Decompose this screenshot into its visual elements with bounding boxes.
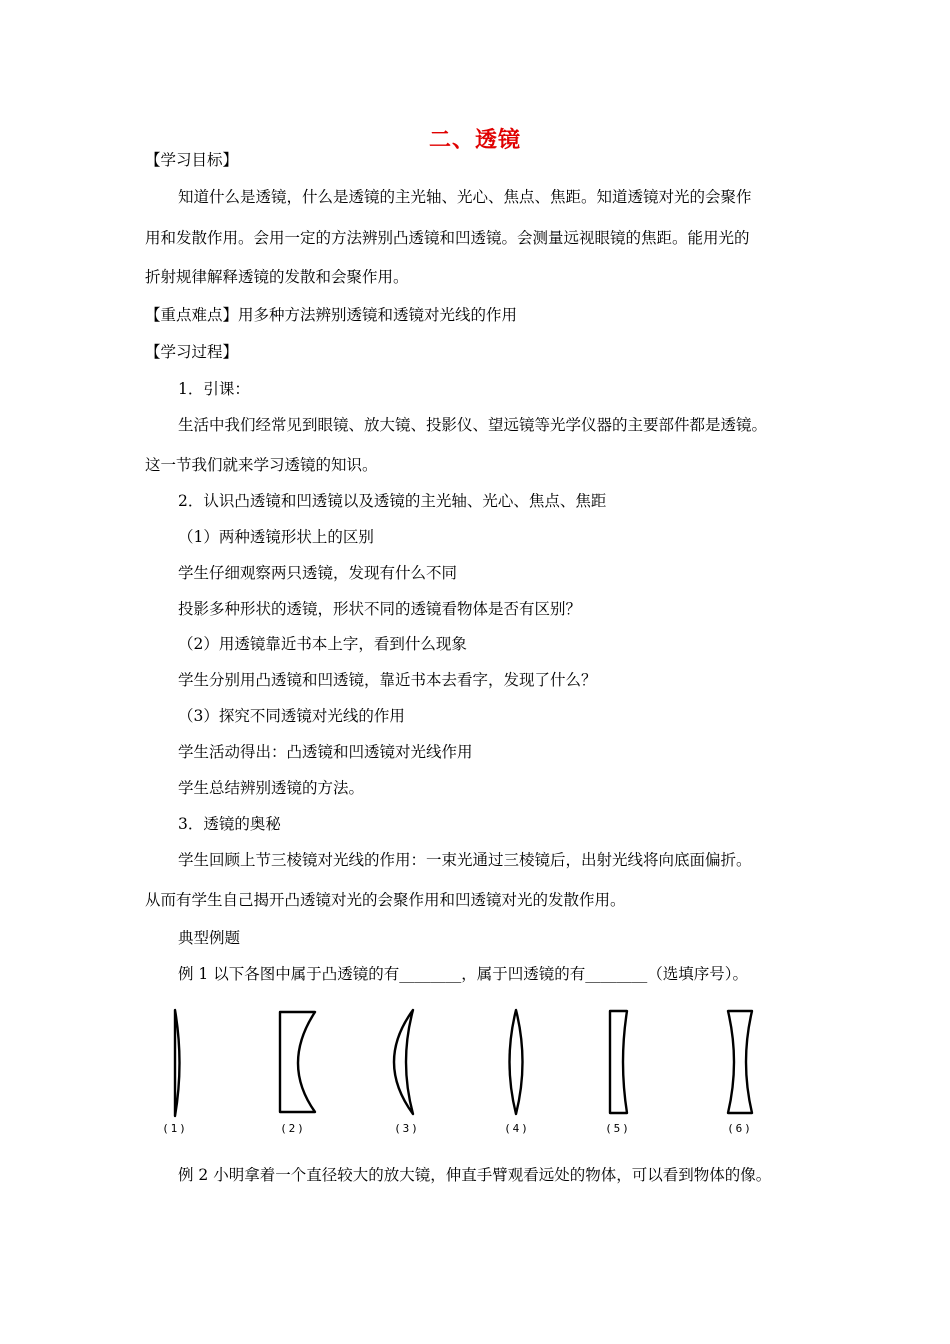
step1-line-1: 生活中我们经常见到眼镜、放大镜、投影仪、望远镜等光学仪器的主要部件都是透镜。: [178, 416, 768, 434]
objective-line-1: 知道什么是透镜，什么是透镜的主光轴、光心、焦点、焦距。知道透镜对光的会聚作: [178, 188, 752, 206]
process-heading: 【学习过程】: [145, 343, 239, 361]
step3-line-2: 从而有学生自己揭开凸透镜对光的会聚作用和凹透镜对光的发散作用。: [145, 891, 626, 909]
step2-item-1: （1）两种透镜形状上的区别: [178, 528, 374, 546]
lens-figure-row: [145, 1008, 785, 1143]
example-2: 例 2 小明拿着一个直径较大的放大镜，伸直手臂观看远处的物体，可以看到物体的像。: [178, 1166, 772, 1184]
lens-2-figure: [263, 1008, 323, 1143]
step3-title: 3．透镜的奥秘: [178, 815, 281, 833]
lens-1-label: (1): [162, 1122, 188, 1135]
lens-1-figure: [145, 1008, 205, 1143]
lens-5-label: (5): [605, 1122, 631, 1135]
step2-item-2: 学生仔细观察两只透镜，发现有什么不同: [178, 564, 458, 582]
lens-3-label: (3): [394, 1122, 420, 1135]
lens-5-figure: [588, 1008, 648, 1143]
step3-line-1: 学生回顾上节三棱镜对光线的作用：一束光通过三棱镜后，出射光线将向底面偏折。: [178, 851, 752, 869]
objective-line-3: 折射规律解释透镜的发散和会聚作用。: [145, 268, 409, 286]
lens-3-figure: [377, 1008, 437, 1143]
lens-6-label: (6): [727, 1122, 753, 1135]
step2-item-6: （3）探究不同透镜对光线的作用: [178, 707, 405, 725]
step2-item-3: 投影多种形状的透镜，形状不同的透镜看物体是否有区别？: [178, 600, 582, 618]
objective-line-2: 用和发散作用。会用一定的方法辨别凸透镜和凹透镜。会测量远视眼镜的焦距。能用光的: [145, 229, 750, 247]
lens-4-label: (4): [504, 1122, 530, 1135]
lens-6-figure: [710, 1008, 770, 1143]
key-points: 【重点难点】用多种方法辨别透镜和透镜对光线的作用: [145, 306, 518, 324]
step2-item-8: 学生总结辨别透镜的方法。: [178, 779, 365, 797]
page-title: 二、透镜: [428, 128, 521, 153]
lens-2-label: (2): [280, 1122, 306, 1135]
step2-item-4: （2）用透镜靠近书本上字，看到什么现象: [178, 635, 467, 653]
example-1: 例 1 以下各图中属于凸透镜的有________，属于凹透镜的有________（选填序号）。: [178, 965, 748, 983]
step2-item-5: 学生分别用凸透镜和凹透镜，靠近书本去看字，发现了什么？: [178, 671, 597, 689]
step1-line-2: 这一节我们就来学习透镜的知识。: [145, 456, 378, 474]
objective-heading: 【学习目标】: [145, 151, 239, 169]
examples-heading: 典型例题: [178, 929, 241, 947]
step2-item-7: 学生活动得出：凸透镜和凹透镜对光线作用: [178, 743, 473, 761]
step2-title: 2．认识凸透镜和凹透镜以及透镜的主光轴、光心、焦点、焦距: [178, 492, 607, 510]
step1-title: 1．引课：: [178, 380, 250, 398]
lens-4-figure: [487, 1008, 547, 1143]
